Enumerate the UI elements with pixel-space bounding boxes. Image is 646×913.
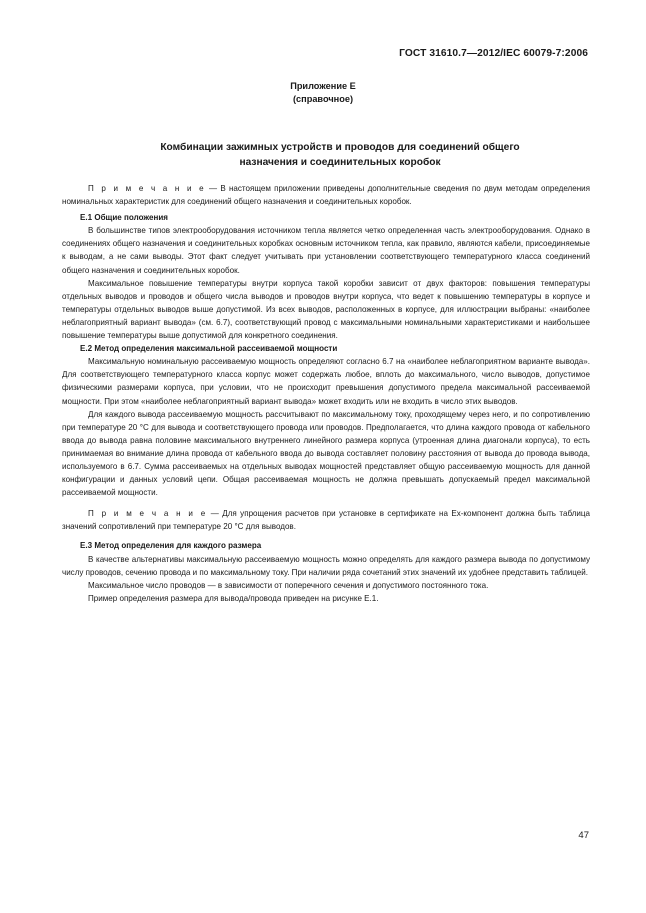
standard-designation: ГОСТ 31610.7—2012/IEC 60079-7:2006 <box>399 48 588 59</box>
section-e3-title: Е.3 Метод определения для каждого размера <box>80 541 262 551</box>
annex-main-title <box>90 140 590 170</box>
section-e1-title: Е.1 Общие положения <box>80 213 168 223</box>
note-text: — В настоящем приложении приведены дополнительные сведения по двум методам определения номинальных характеристик для соединений общего назначения и соединительных коробок. <box>62 184 591 207</box>
note-label: П р и м е ч а н и е <box>88 184 206 193</box>
section-e2-paragraph: Максимальную номинальную рассеиваемую мощность определяют согласно 6.7 на «наиболее неблагоприятном варианте вывода». Для соответствующего температурного класса корпус может содержать любое, вплоть до максимального, число выводов, допустимое физическими размерами корпуса, при условии, что не происходит превышения допустимого предела максимальной рассеиваемой мощности. При этом «наиболее неблагоприятный вариант вывода» может входить или не входить в число этих выводов. <box>62 357 590 406</box>
section-e1-paragraph: В большинстве типов электрооборудования источником тепла является четко определенная часть электрооборудования. Однако в соединениях общего назначения и соединительных коробках основным источником тепла, как правило, являются кабели, присоединяемые к выводам, а не сами выводы. Этот факт следует учитывать при установлении соответствующего температурного класса соединений общего назначения и соединительных коробок. <box>62 226 590 275</box>
section-e3-paragraph: Пример определения размера для вывода/провода приведен на рисунке Е.1. <box>88 593 379 603</box>
section-e2-paragraph: Для каждого вывода рассеиваемую мощность рассчитывают по максимальному току, проходящему через него, и по сопротивлению при температуре 20 °С для вывода и соответствующего провода или проводов. Предполагается, что длина каждого провода от кабельного ввода до вывода равна половине максимального внутреннего линейного размера корпуса (утроенная длина диагонали корпуса), то есть принимаемая во внимание длина провода от кабельного ввода до вывода составляет половину расстояния от вывода до провода вывода, используемого в 6.7. Сумма рассеиваемых на отдельных выводах мощностей представляет общую рассеиваемую мощность для данной конфигурации и данных условий цепи. Общая рассеиваемая мощность не должна превышать допускаемый предел максимальной рассеиваемой мощности. <box>62 409 590 498</box>
annex-main-title-line2: назначения и соединительных коробок <box>239 157 441 168</box>
note-paragraph <box>62 182 590 208</box>
section-e2-title: Е.2 Метод определения максимальной рассеиваемой мощности <box>80 344 338 354</box>
section-e1-paragraph: Максимальное повышение температуры внутри корпуса такой коробки зависит от двух факторов: повышения температуры отдельных выводов и проводов и общего числа выводов и проводов внутри корпуса, что ведет к повышению температуры в корпусе и температуры отдельных выводов выше допустимой. Из всех выводов, расположенных в корпусе, для иллюстрации выбраны: «наиболее неблагоприятный вариант вывода» (см. 6.7), соответствующий провод с максимальными номинальными характеристиками и наибольшее повышение температуры выше допустимой для конкретного соединения. <box>62 278 590 341</box>
annex-type: (справочное) <box>292 93 353 104</box>
note-text: — Для упрощения расчетов при установке в сертификате на Ex-компонент должна быть таблица значений сопротивлений при температуре 20 °С для выводов. <box>62 509 591 532</box>
page-number: 47 <box>578 830 589 841</box>
section-e3-paragraph: В качестве альтернативы максимальную рассеиваемую мощность можно определять для каждого размера вывода по допустимому числу проводов, сечению провода и по максимальному току. При наличии ряда сочетаний этих значений их удобнее представить таблицей. <box>62 554 590 577</box>
annex-heading <box>0 80 646 105</box>
document-body <box>62 179 590 605</box>
annex-main-title-line1: Комбинации зажимных устройств и проводов для соединений общего <box>160 142 520 153</box>
note-label: П р и м е ч а н и е <box>88 509 208 519</box>
note-paragraph <box>62 507 590 533</box>
section-e3-paragraph: Максимальное число проводов — в зависимости от поперечного сечения и допустимого постоянного тока. <box>88 580 489 590</box>
annex-title: Приложение Е <box>290 81 356 91</box>
